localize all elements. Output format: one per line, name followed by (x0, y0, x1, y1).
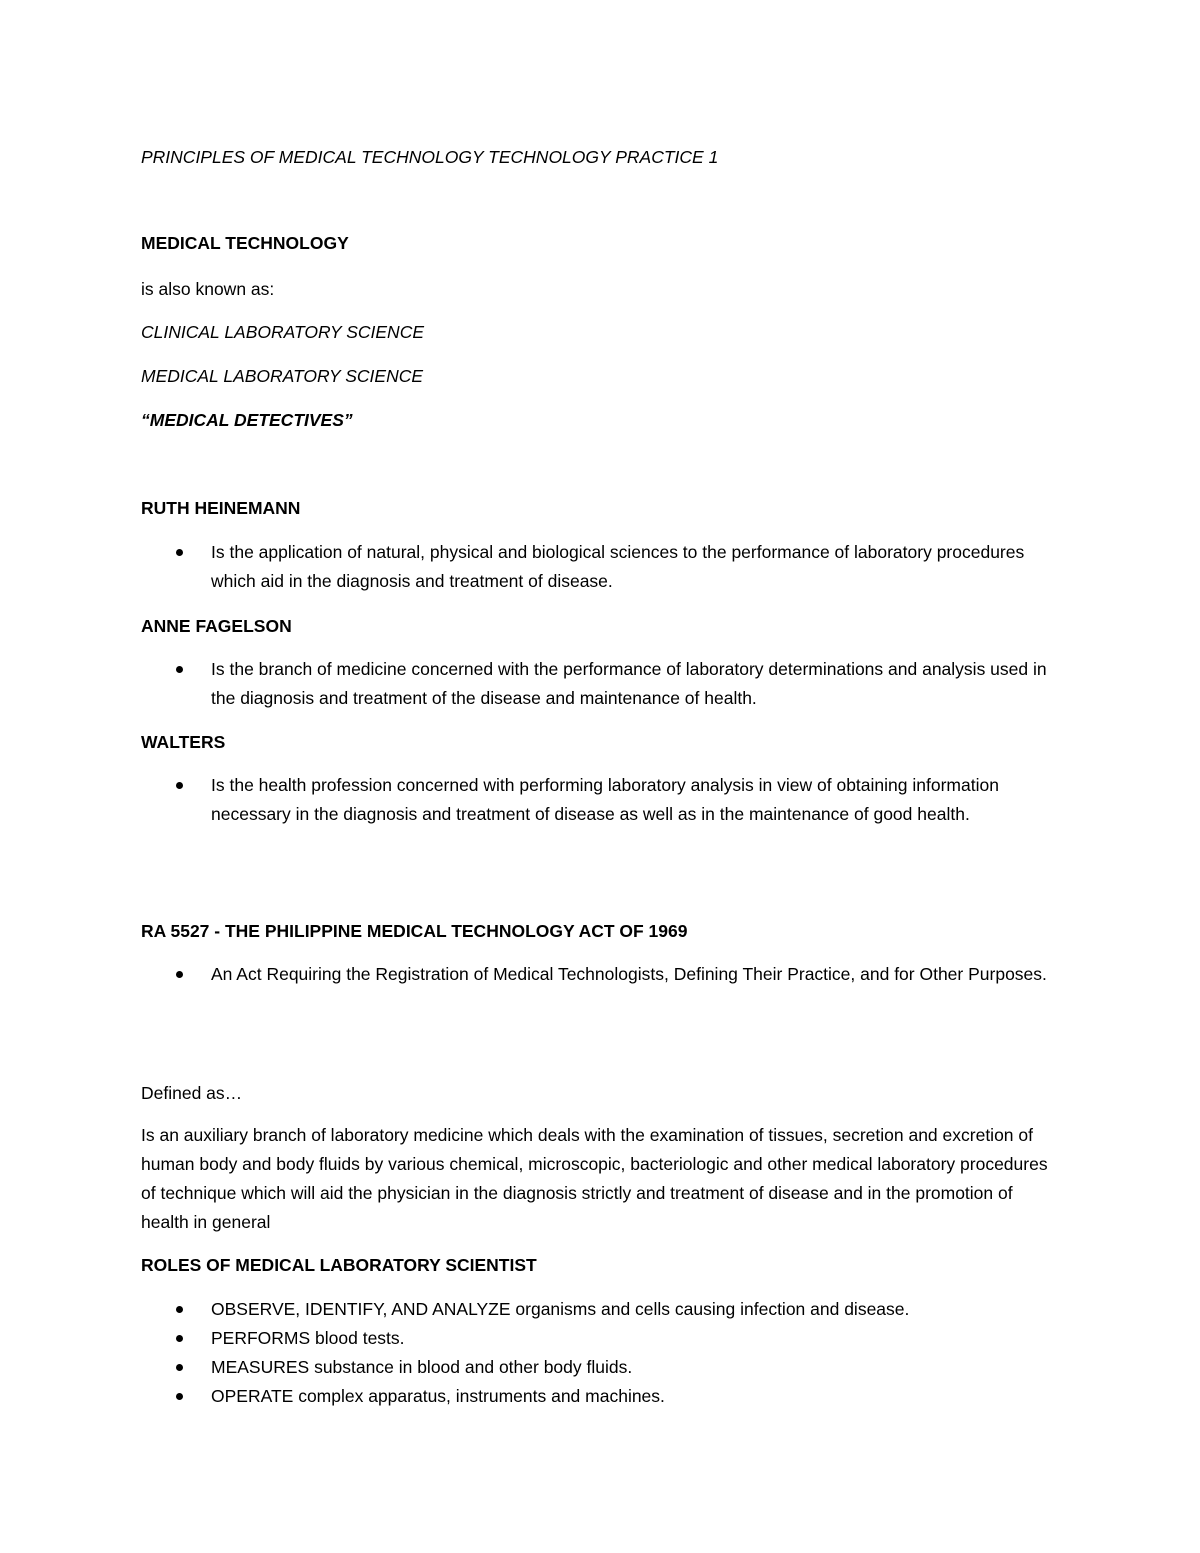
role-text: MEASURES substance in blood and other body fluids. (211, 1357, 633, 1377)
bullet-icon (176, 782, 183, 789)
definition-text: Is the branch of medicine concerned with the performance of laboratory determinations and analysis used in the diagnosis and treatment of the disease and maintenance of health. (211, 659, 1047, 708)
bullet-icon (176, 1306, 183, 1313)
bullet-icon (176, 1335, 183, 1342)
definition-author: RUTH HEINEMANN (141, 498, 301, 518)
role-text: OPERATE complex apparatus, instruments and machines. (211, 1386, 665, 1406)
definition-author: ANNE FAGELSON (141, 616, 292, 636)
ra-bullet (141, 960, 1071, 989)
alias-item: MEDICAL LABORATORY SCIENCE (141, 366, 424, 386)
defined-label: Defined as… (141, 1083, 243, 1103)
role-item (141, 1324, 1071, 1353)
alias-item: “MEDICAL DETECTIVES” (141, 410, 353, 430)
aka-label: is also known as: (141, 279, 275, 299)
roles-heading: ROLES OF MEDICAL LABORATORY SCIENTIST (141, 1255, 537, 1275)
definition-bullet (141, 771, 1071, 829)
role-item (141, 1353, 1071, 1382)
definition-bullet (141, 538, 1071, 596)
definition-author: WALTERS (141, 732, 226, 752)
defined-paragraph: Is an auxiliary branch of laboratory medicine which deals with the examination of tissues, secretion and excretion of human body and body fluids by various chemical, microscopic, bacteriologic and other medical laboratory procedures of technique which will aid the physician in the diagnosis strictly and treatment of disease and in the promotion of health in general (141, 1125, 1048, 1232)
bullet-icon (176, 1364, 183, 1371)
role-text: OBSERVE, IDENTIFY, AND ANALYZE organisms and cells causing infection and disease. (211, 1299, 910, 1319)
definition-bullet (141, 655, 1071, 713)
document-title: PRINCIPLES OF MEDICAL TECHNOLOGY TECHNOLOGY PRACTICE 1 (141, 147, 719, 167)
ra-heading: RA 5527 - THE PHILIPPINE MEDICAL TECHNOLOGY ACT OF 1969 (141, 921, 688, 941)
alias-item: CLINICAL LABORATORY SCIENCE (141, 322, 425, 342)
definition-text: Is the health profession concerned with performing laboratory analysis in view of obtaining information necessary in the diagnosis and treatment of disease as well as in the maintenance of good health. (211, 775, 999, 824)
bullet-icon (176, 666, 183, 673)
bullet-icon (176, 971, 183, 978)
role-item (141, 1382, 1071, 1411)
medtech-heading: MEDICAL TECHNOLOGY (141, 233, 349, 253)
role-text: PERFORMS blood tests. (211, 1328, 405, 1348)
role-item (141, 1295, 1071, 1324)
bullet-icon (176, 1393, 183, 1400)
bullet-icon (176, 549, 183, 556)
definition-text: Is the application of natural, physical and biological sciences to the performance of laboratory procedures which aid in the diagnosis and treatment of disease. (211, 542, 1025, 591)
ra-text: An Act Requiring the Registration of Medical Technologists, Defining Their Practice, and for Other Purposes. (211, 964, 1047, 984)
